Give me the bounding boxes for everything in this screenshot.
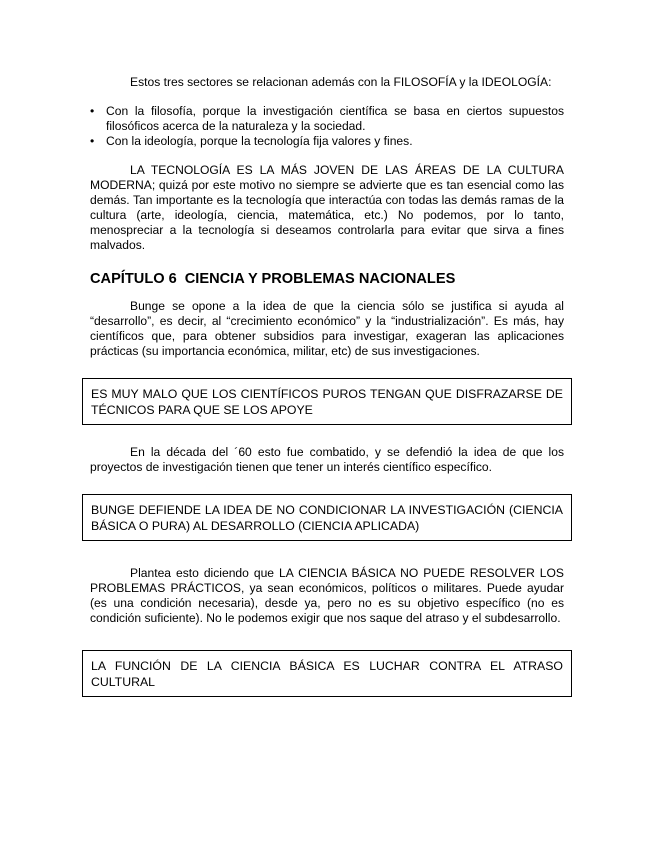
bullet-icon: • [90, 134, 95, 148]
bullet-list [90, 104, 564, 149]
list-item [90, 104, 564, 134]
bullet-text: Con la filosofía, porque la investigación científica se basa en ciertos supuestos filosóficos acerca de la naturaleza y la sociedad. [106, 104, 564, 133]
intro-paragraph: Estos tres sectores se relacionan además con la FILOSOFÍA y la IDEOLOGÍA: [130, 75, 552, 89]
highlight-box-bunge [82, 494, 572, 541]
bullet-icon: • [90, 104, 95, 118]
bunge-paragraph: Bunge se opone a la idea de que la ciencia sólo se justifica si ayuda al “desarrollo”, es decir, al “crecimiento económico” y la “industrialización”. Es más, hay científicos que, para obtener subsidios para investigar, exageran las aplicaciones prácticas (su importancia económica, militar, etc) de sus investigaciones. [90, 299, 564, 358]
highlight-text: LA FUNCIÓN DE LA CIENCIA BÁSICA ES LUCHAR CONTRA EL ATRASO CULTURAL [91, 659, 563, 689]
document-page [90, 75, 564, 697]
highlight-text: BUNGE DEFIENDE LA IDEA DE NO CONDICIONAR LA INVESTIGACIÓN (CIENCIA BÁSICA O PURA) AL DESARROLLO (CIENCIA APLICADA) [91, 503, 563, 533]
tecnologia-paragraph: LA TECNOLOGÍA ES LA MÁS JOVEN DE LAS ÁREAS DE LA CULTURA MODERNA; quizá por este motivo no siempre se advierte que es tan esencial como las demás. Tan importante es la tecnología que interactúa con todas las demás ramas de la cultura (arte, ideología, ciencia, matemática, etc.) No podemos, por lo tanto, menospreciar a la tecnología si deseamos controlarla para evitar que sirva a fines malvados. [90, 163, 564, 252]
bullet-text: Con la ideología, porque la tecnología fija valores y fines. [106, 134, 413, 148]
list-item [90, 134, 564, 149]
highlight-box-cientificos [82, 378, 572, 425]
decada-paragraph: En la década del ´60 esto fue combatido, y se defendió la idea de que los proyectos de investigación tienen que tener un interés científico específico. [90, 445, 564, 474]
plantea-paragraph: Plantea esto diciendo que LA CIENCIA BÁSICA NO PUEDE RESOLVER LOS PROBLEMAS PRÁCTICOS, ya sean económicos, políticos o militares. Puede ayudar (es una condición necesaria), desde ya, pero no es su objetivo específico (no es condición suficiente). No le podemos exigir que nos saque del atraso y el subdesarrollo. [90, 566, 564, 625]
chapter-number: CAPÍTULO 6 [90, 271, 177, 287]
chapter-title: CIENCIA Y PROBLEMAS NACIONALES [184, 271, 456, 287]
highlight-box-funcion [82, 650, 572, 697]
highlight-text: ES MUY MALO QUE LOS CIENTÍFICOS PUROS TENGAN QUE DISFRAZARSE DE TÉCNICOS PARA QUE SE LOS APOYE [91, 387, 563, 417]
chapter-heading [90, 270, 564, 288]
